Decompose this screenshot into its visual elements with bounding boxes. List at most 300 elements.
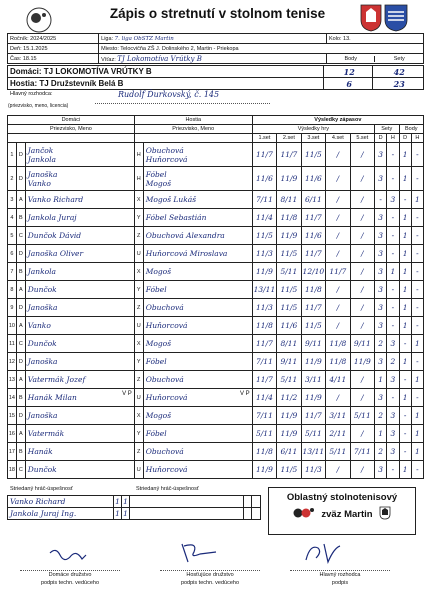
set-4-score: 4/11: [326, 371, 350, 389]
col-guests-name: Priezvisko, Meno: [134, 125, 252, 134]
set-3-score: 11/7: [301, 209, 325, 227]
home-letter: A: [16, 191, 25, 209]
teams-table: [7, 65, 424, 90]
set-1-score: 13/11: [252, 281, 276, 299]
table-row: [8, 143, 424, 167]
away-points: 6: [323, 78, 373, 90]
home-letter: B: [16, 209, 25, 227]
vp-label: V P: [122, 391, 132, 397]
sets-home: 3: [375, 209, 387, 227]
table-row: [8, 443, 424, 461]
home-sub-1: Vanko Richard: [8, 496, 114, 508]
home-letter: D: [16, 299, 25, 317]
set-2-score: 11/7: [277, 143, 301, 167]
points-home: 1: [399, 317, 411, 335]
row-number: 2: [8, 167, 17, 191]
set-2-score: 11/5: [277, 299, 301, 317]
table-row: [8, 263, 424, 281]
table-row: [8, 299, 424, 317]
sets-guest: 3: [387, 425, 399, 443]
home-label: Domáci:: [10, 67, 42, 76]
table-row: [8, 227, 424, 245]
points-home: 1: [399, 143, 411, 167]
row-number: 14: [8, 389, 17, 407]
points-guest: -: [411, 167, 423, 191]
set-1-score: 5/11: [252, 425, 276, 443]
set-3-score: 11/7: [301, 245, 325, 263]
home-player: Dunčok: [25, 461, 134, 479]
sets-home: -: [375, 191, 387, 209]
guest-player: Obuchová: [143, 299, 252, 317]
guest-player: Obuchová Alexandra: [143, 227, 252, 245]
set-1-score: 11/8: [252, 317, 276, 335]
set-5-score: /: [350, 461, 374, 479]
season: Ročník: 2024/2025: [8, 34, 99, 44]
sets-home: 2: [375, 335, 387, 353]
row-number: 13: [8, 371, 17, 389]
home-sub-2-v: 1: [115, 509, 120, 518]
points-guest: 1: [411, 335, 423, 353]
points-home: 1: [399, 263, 411, 281]
home-sub-2: Jankola Juraj Ing.: [8, 508, 114, 520]
col-games: Výsledky hry: [252, 125, 374, 134]
home-letter: C: [16, 461, 25, 479]
set-5-score: 7/11: [350, 443, 374, 461]
ref-sign-label: Hlavný rozhodca: [319, 572, 361, 578]
col-set4: 4.set: [326, 134, 350, 143]
set-5-score: /: [350, 371, 374, 389]
col-set2: 2.set: [277, 134, 301, 143]
home-letter: D: [16, 167, 25, 191]
table-row: [8, 407, 424, 425]
home-player: Dunčok: [25, 335, 134, 353]
col-set5: 5.set: [350, 134, 374, 143]
set-1-score: 11/6: [252, 167, 276, 191]
brand-line-2: zväz Martin: [321, 509, 373, 520]
sets-home: 3: [375, 167, 387, 191]
set-5-score: /: [350, 209, 374, 227]
away-sign-label-2: podpis techn. vedúceho: [180, 580, 240, 586]
set-2-score: 6/11: [277, 443, 301, 461]
set-3-score: 11/6: [301, 227, 325, 245]
points-guest: 1: [411, 191, 423, 209]
table-row: [8, 245, 424, 263]
set-3-score: 9/11: [301, 335, 325, 353]
set-5-score: /: [350, 389, 374, 407]
set-3-score: 11/9: [301, 353, 325, 371]
set-3-score: 11/7: [301, 299, 325, 317]
set-1-score: 11/3: [252, 245, 276, 263]
set-2-score: 9/11: [277, 353, 301, 371]
set-5-score: /: [350, 245, 374, 263]
home-player: Janoška: [25, 299, 134, 317]
league-value: 7. liga ObSTZ Martin: [114, 35, 174, 42]
set-5-score: /: [350, 143, 374, 167]
points-home: 1: [399, 353, 411, 371]
table-row: [8, 425, 424, 443]
points-guest: -: [411, 461, 423, 479]
guest-letter: Z: [134, 371, 143, 389]
set-4-score: /: [326, 227, 350, 245]
points-home: 1: [399, 245, 411, 263]
set-3-score: 11/5: [301, 143, 325, 167]
home-letter: D: [16, 143, 25, 167]
set-5-score: 11/9: [350, 353, 374, 371]
row-number: 15: [8, 407, 17, 425]
home-player: Janoška: [25, 353, 134, 371]
row-number: 7: [8, 263, 17, 281]
guest-letter: Z: [134, 443, 143, 461]
set-5-score: /: [350, 227, 374, 245]
sets-guest: 2: [387, 353, 399, 371]
row-number: 5: [8, 227, 17, 245]
points-guest: -: [411, 353, 423, 371]
points-guest: -: [411, 281, 423, 299]
guest-letter: X: [134, 335, 143, 353]
home-letter: C: [16, 335, 25, 353]
set-4-score: /: [326, 167, 350, 191]
points-guest: -: [411, 317, 423, 335]
sets-home: 3: [375, 143, 387, 167]
set-4-score: /: [326, 389, 350, 407]
home-signature-icon: [48, 545, 88, 572]
sets-home: 3: [375, 245, 387, 263]
points-guest: -: [411, 299, 423, 317]
points-guest: -: [411, 389, 423, 407]
set-4-score: /: [326, 317, 350, 335]
points-guest: -: [411, 245, 423, 263]
set-4-score: 3/11: [326, 407, 350, 425]
row-number: 18: [8, 461, 17, 479]
table-row: [8, 461, 424, 479]
set-1-score: 11/9: [252, 461, 276, 479]
guest-player: Fóbel: [143, 281, 252, 299]
guest-letter: Y: [134, 425, 143, 443]
table-row: [8, 335, 424, 353]
home-player: Vatermák: [25, 425, 134, 443]
sets-home: 3: [375, 281, 387, 299]
points-home: 1: [399, 227, 411, 245]
set-4-score: /: [326, 143, 350, 167]
set-1-score: 11/7: [252, 335, 276, 353]
sets-guest: 3: [387, 335, 399, 353]
points-home: 1: [399, 209, 411, 227]
home-player: Vanko: [25, 317, 134, 335]
row-number: 11: [8, 335, 17, 353]
set-5-score: /: [350, 191, 374, 209]
points-home: -: [399, 371, 411, 389]
set-2-score: 11/8: [277, 209, 301, 227]
away-sign-label: Hosťujúce družstvo: [186, 572, 234, 578]
points-home: -: [399, 425, 411, 443]
guest-player: Huňorcová: [143, 317, 252, 335]
points-home: 1: [399, 299, 411, 317]
home-letter: D: [16, 407, 25, 425]
home-player: Dunčok: [25, 281, 134, 299]
meta-table: [7, 33, 424, 64]
points-guest: -: [411, 209, 423, 227]
set-4-score: /: [326, 461, 350, 479]
set-5-score: 9/11: [350, 335, 374, 353]
col-body-d: D: [399, 134, 411, 143]
ping-pong-icon: [293, 507, 315, 522]
set-4-score: 11/8: [326, 353, 350, 371]
date: Deň: 15.1.2025: [8, 44, 99, 54]
set-3-score: 12/10: [301, 263, 325, 281]
sets-guest: 3: [387, 407, 399, 425]
set-1-score: 11/3: [252, 299, 276, 317]
guest-player: Mogoš: [143, 263, 252, 281]
set-3-score: 11/8: [301, 281, 325, 299]
set-2-score: 11/5: [277, 461, 301, 479]
set-2-score: 8/11: [277, 191, 301, 209]
guest-player: Huňorcová V P: [143, 389, 252, 407]
home-letter: A: [16, 317, 25, 335]
guest-letter: X: [134, 407, 143, 425]
table-tennis-logo-icon: [25, 6, 53, 34]
set-4-score: 2/11: [326, 425, 350, 443]
set-1-score: 11/7: [252, 143, 276, 167]
guest-letter: X: [134, 263, 143, 281]
guest-letter: Z: [134, 227, 143, 245]
region-crest-icon: [384, 4, 408, 32]
away-team-name: TJ Družstevník Belá B: [39, 79, 124, 88]
home-letter: A: [16, 425, 25, 443]
sets-home: 1: [375, 425, 387, 443]
guest-player: Mogoš: [143, 407, 252, 425]
guest-letter: X: [134, 191, 143, 209]
set-4-score: 11/7: [326, 263, 350, 281]
home-player: Vatermák Jozef: [25, 371, 134, 389]
table-row: [8, 317, 424, 335]
points-guest: -: [411, 143, 423, 167]
set-2-score: 11/9: [277, 227, 301, 245]
set-3-score: 11/5: [301, 317, 325, 335]
set-1-score: 11/9: [252, 263, 276, 281]
results-table: [7, 115, 424, 479]
home-player: Hanák Milan V P: [25, 389, 134, 407]
guest-letter: H: [134, 143, 143, 167]
home-player: Janoška Oliver: [25, 245, 134, 263]
home-sub-1-v: 1: [115, 497, 120, 506]
set-2-score: 5/11: [277, 371, 301, 389]
home-player: Janoška: [25, 407, 134, 425]
sets-home: 3: [375, 299, 387, 317]
sets-guest: 3: [387, 191, 399, 209]
points-home: -: [399, 335, 411, 353]
sets-home: 2: [375, 443, 387, 461]
set-1-score: 11/4: [252, 209, 276, 227]
home-letter: A: [16, 281, 25, 299]
guest-player: Obuchová: [143, 371, 252, 389]
away-sets: 23: [373, 78, 424, 90]
row-number: 12: [8, 353, 17, 371]
set-5-score: /: [350, 281, 374, 299]
table-row: [8, 191, 424, 209]
set-2-score: 8/11: [277, 335, 301, 353]
table-row: [8, 389, 424, 407]
set-4-score: 5/11: [326, 443, 350, 461]
guest-letter: U: [134, 317, 143, 335]
points-home: 1: [399, 167, 411, 191]
set-1-score: 11/4: [252, 389, 276, 407]
row-number: 3: [8, 191, 17, 209]
page-title: Zápis o stretnutí v stolnom tenise: [109, 6, 326, 21]
home-team-name: TJ LOKOMOTÍVA VRÚTKY B: [43, 67, 152, 76]
set-2-score: 11/2: [277, 389, 301, 407]
set-5-score: /: [350, 263, 374, 281]
sets-home: 3: [375, 263, 387, 281]
home-player: Hanák: [25, 443, 134, 461]
col-body: Body: [399, 125, 424, 134]
sets-guest: 1: [387, 263, 399, 281]
points-home: 1: [399, 389, 411, 407]
guest-letter: Y: [134, 353, 143, 371]
sets-guest: -: [387, 461, 399, 479]
away-signature-icon: [178, 540, 222, 571]
set-4-score: /: [326, 191, 350, 209]
league-label: Liga:: [101, 35, 114, 42]
set-4-score: /: [326, 209, 350, 227]
guest-player: Fóbel: [143, 353, 252, 371]
venue: Miesto: Telocvičňa ZŠ J. Dolinského 2, Martin - Priekopa: [99, 44, 424, 54]
set-3-score: 11/7: [301, 407, 325, 425]
row-number: 8: [8, 281, 17, 299]
guest-player: Mogoš Lukáš: [143, 191, 252, 209]
set-2-score: 5/11: [277, 263, 301, 281]
guest-player: Huňorcová Miroslava: [143, 245, 252, 263]
sets-home: 2: [375, 407, 387, 425]
sets-guest: -: [387, 209, 399, 227]
referee-label: Hlavný rozhodca:: [10, 91, 53, 97]
points-guest: 1: [411, 371, 423, 389]
points-home: -: [399, 191, 411, 209]
points-home: 1: [399, 281, 411, 299]
set-4-score: 11/8: [326, 335, 350, 353]
guest-player: Obuchová: [143, 443, 252, 461]
referee-value: Rudolf Ďurkovský, č. 145: [118, 90, 220, 99]
results-rows: [8, 143, 424, 479]
home-sign-label-2: podpis techn. vedúceho: [40, 580, 100, 586]
points-guest: 1: [411, 443, 423, 461]
substitutes-table: [7, 495, 261, 520]
row-number: 6: [8, 245, 17, 263]
sets-label: Sety: [393, 55, 405, 62]
federation-crest-icon: [379, 506, 391, 523]
col-body-h: H: [411, 134, 423, 143]
col-sets-d: D: [375, 134, 387, 143]
points-guest: 1: [411, 425, 423, 443]
guest-letter: Y: [134, 209, 143, 227]
home-sub-1-p: 1: [123, 497, 128, 506]
set-3-score: 11/6: [301, 167, 325, 191]
guest-player: Huňorcová: [143, 461, 252, 479]
sets-guest: -: [387, 281, 399, 299]
sets-guest: 3: [387, 443, 399, 461]
points-guest: -: [411, 227, 423, 245]
winner-label: Víťaz:: [101, 56, 116, 63]
set-5-score: 5/11: [350, 407, 374, 425]
row-number: 1: [8, 143, 17, 167]
body-label: Body: [327, 56, 376, 62]
set-1-score: 11/5: [252, 227, 276, 245]
home-letter: B: [16, 263, 25, 281]
home-sign-label: Domáce družstvo: [48, 572, 92, 578]
set-4-score: /: [326, 281, 350, 299]
col-sets-h: H: [387, 134, 399, 143]
sets-home: 3: [375, 461, 387, 479]
table-row: [8, 167, 424, 191]
sets-guest: -: [387, 227, 399, 245]
set-3-score: 11/9: [301, 389, 325, 407]
set-5-score: /: [350, 317, 374, 335]
guest-player: Fóbel Sebastián: [143, 209, 252, 227]
federation-box: [268, 487, 416, 535]
set-3-score: 6/11: [301, 191, 325, 209]
time: Čas: 18.15: [8, 54, 99, 64]
sets-home: 3: [375, 389, 387, 407]
set-3-score: 3/11: [301, 371, 325, 389]
guest-player: Fóbel Mogoš: [143, 167, 252, 191]
away-sub-label: Striedaný hráč-úspešnosť: [136, 486, 199, 492]
sets-guest: -: [387, 299, 399, 317]
guest-player: Obuchová Huňorcová: [143, 143, 252, 167]
home-letter: A: [16, 371, 25, 389]
col-set1: 1.set: [252, 134, 276, 143]
points-home: -: [399, 407, 411, 425]
set-3-score: 13/11: [301, 443, 325, 461]
guest-letter: H: [134, 167, 143, 191]
brand-line-1: Oblastný stolnotenisový: [286, 492, 398, 503]
sets-guest: -: [387, 167, 399, 191]
col-results: Výsledky zápasov: [252, 116, 423, 125]
home-letter: B: [16, 443, 25, 461]
sets-home: 3: [375, 353, 387, 371]
sets-home: 1: [375, 371, 387, 389]
set-2-score: 11/6: [277, 317, 301, 335]
home-player: Jančok Jankola: [25, 143, 134, 167]
set-1-score: 11/8: [252, 443, 276, 461]
set-1-score: 7/11: [252, 191, 276, 209]
guest-letter: Y: [134, 281, 143, 299]
round: Kolo: 13.: [326, 34, 423, 44]
row-number: 16: [8, 425, 17, 443]
set-3-score: 11/3: [301, 461, 325, 479]
row-number: 4: [8, 209, 17, 227]
set-2-score: 11/9: [277, 425, 301, 443]
col-home-name: Priezvisko, Meno: [8, 125, 135, 134]
home-player: Jankola: [25, 263, 134, 281]
coat-of-arms-icon: [360, 4, 382, 32]
set-2-score: 11/5: [277, 245, 301, 263]
row-number: 9: [8, 299, 17, 317]
set-1-score: 11/7: [252, 371, 276, 389]
row-number: 17: [8, 443, 17, 461]
set-4-score: /: [326, 245, 350, 263]
row-number: 10: [8, 317, 17, 335]
points-guest: -: [411, 263, 423, 281]
set-2-score: 11/5: [277, 281, 301, 299]
guest-letter: U: [134, 461, 143, 479]
set-2-score: 11/9: [277, 167, 301, 191]
home-player: Jankola Juraj: [25, 209, 134, 227]
home-player: Vanko Richard: [25, 191, 134, 209]
vp-label-guest: V P: [240, 391, 250, 397]
home-sub-2-p: 1: [123, 509, 128, 518]
set-5-score: /: [350, 425, 374, 443]
set-1-score: 7/11: [252, 407, 276, 425]
guest-player: Fóbel: [143, 425, 252, 443]
